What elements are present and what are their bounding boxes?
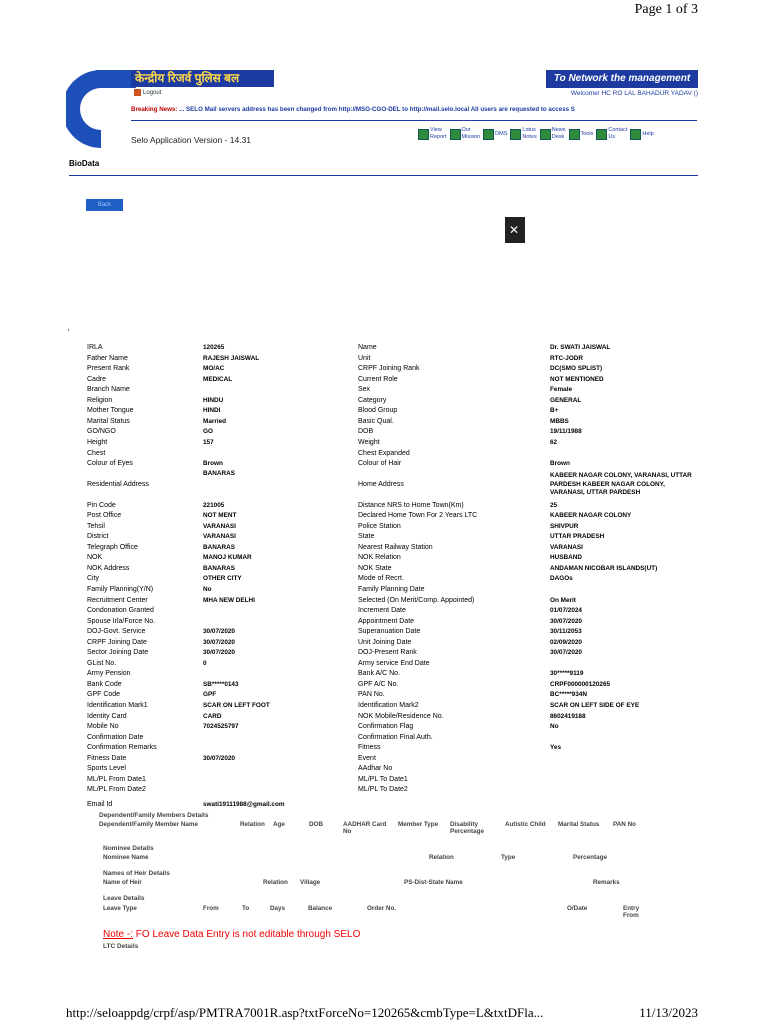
field-label: Chest Expanded <box>358 449 410 457</box>
field-label: ML/PL From Date2 <box>87 786 146 794</box>
field-label: Mode of Recrt. <box>358 575 404 583</box>
field-value: SCAR ON LEFT FOOT <box>203 702 270 710</box>
back-button[interactable]: Back <box>86 199 123 211</box>
top-menu <box>418 123 699 145</box>
field-label: Colour of Eyes <box>87 460 133 468</box>
dep-col-disability: Disability Percentage <box>450 821 484 835</box>
field-label: Confirmation Flag <box>358 723 414 731</box>
field-label: Identification Mark1 <box>87 702 148 710</box>
field-value: SHIVPUR <box>550 522 579 530</box>
nom-col-relation: Relation <box>429 854 454 861</box>
biodata-row <box>87 354 702 365</box>
menu-item-label: Us <box>608 134 616 140</box>
title-divider <box>69 175 698 176</box>
biodata-row <box>87 775 702 786</box>
nominee-title: Nominee Details <box>103 845 154 852</box>
field-label: Selected (On Merit/Comp. Appointed) <box>358 596 475 604</box>
field-label: Confirmation Remarks <box>87 744 157 752</box>
menu-item-tools[interactable] <box>569 123 594 145</box>
menu-item-dms[interactable] <box>483 123 507 145</box>
note-prefix: Note -: <box>103 929 134 940</box>
biodata-row <box>87 712 702 723</box>
breaking-news <box>131 106 697 113</box>
field-value: OTHER CITY <box>203 575 242 583</box>
field-label: GList No. <box>87 659 117 667</box>
field-label: Appointment Date <box>358 617 415 625</box>
field-label: Weight <box>358 438 380 446</box>
menu-item-top-label: Lotus <box>522 127 536 133</box>
field-label: Post Office <box>87 512 122 520</box>
biodata-row <box>87 501 702 512</box>
field-value: NOT MENTIONED <box>550 375 604 383</box>
footer-url: http://seloappdg/crpf/asp/PMTRA7001R.asp?txtForceNo=120265&cmbType=L&txtDFla... <box>66 1005 544 1020</box>
menu-item-label: Tools <box>580 130 594 137</box>
nom-col-name: Nominee Name <box>103 854 149 861</box>
biodata-row <box>87 385 702 396</box>
field-value: KABEER NAGAR COLONY, VARANASI, UTTAR PARDESH KABEER NAGAR COLONY, VARANASI, UTTAR PARDESH <box>550 472 692 497</box>
leave-col-days: Days <box>270 905 286 912</box>
field-label: Army Pension <box>87 670 131 678</box>
menu-item-label: Mission <box>461 134 481 140</box>
menu-item-top-label: Contact <box>608 127 628 133</box>
field-label: Colour of Hair <box>358 460 402 468</box>
field-label: Increment Date <box>358 607 406 615</box>
biodata-row <box>87 459 702 470</box>
menu-item-label: Report <box>430 134 447 140</box>
news-icon <box>540 129 551 140</box>
field-value: BANARAS <box>203 469 235 477</box>
field-label: Cadre <box>87 375 107 383</box>
field-value: GPF <box>203 691 217 699</box>
field-label: Declared Home Town For 2 Years LTC <box>358 512 478 520</box>
broken-photo-icon <box>505 217 525 243</box>
biodata-table <box>87 343 702 810</box>
field-value: DC(SMO SPLIST) <box>550 365 603 373</box>
dep-col-dob: DOB <box>309 821 323 828</box>
field-value: DAGOs <box>550 575 573 583</box>
biodata-row <box>87 733 702 744</box>
report-icon <box>418 129 429 140</box>
menu-item-label: Desk <box>551 134 565 140</box>
menu-item-label: Notes <box>522 134 537 140</box>
field-value: MBBS <box>550 417 569 425</box>
field-value: HINDI <box>203 407 221 415</box>
field-value: MHA NEW DELHI <box>203 596 255 604</box>
field-value: HUSBAND <box>550 554 582 562</box>
leave-title: Leave Details <box>103 895 145 902</box>
field-label: Height <box>87 438 108 446</box>
heir-col-ps-dist-state: PS-Dist-State Name <box>404 879 463 886</box>
biodata-row <box>87 800 702 811</box>
field-label: GO/NGO <box>87 428 116 436</box>
field-value: UTTAR PRADESH <box>550 533 605 541</box>
field-value: BANARAS <box>203 543 235 551</box>
ltc-title: LTC Details <box>103 943 139 950</box>
field-label: Residential Address <box>87 480 149 488</box>
biodata-row <box>87 511 702 522</box>
field-label: Fitness <box>358 744 381 752</box>
field-label: NOK State <box>358 564 392 572</box>
biodata-row <box>87 574 702 585</box>
field-label: Spouse Irla/Force No. <box>87 617 156 625</box>
field-value: BC*****934N <box>550 691 587 699</box>
field-value: MANOJ KUMAR <box>203 554 252 562</box>
field-value: No <box>203 586 212 593</box>
leave-col-entry-from: Entry From <box>623 905 640 919</box>
field-label: Branch Name <box>87 386 130 394</box>
biodata-row <box>87 532 702 543</box>
field-label: Identification Mark2 <box>358 702 419 710</box>
biodata-row <box>87 638 702 649</box>
field-value: 7024525797 <box>203 723 239 731</box>
biodata-row <box>87 627 702 638</box>
biodata-row <box>87 438 702 449</box>
contact-icon <box>596 129 607 140</box>
news-text: ... SELO Mail servers address has been changed from http://MSG-CGO-DEL to http://mail.selo.local All users are requested to access S <box>179 106 575 113</box>
menu-item-desk[interactable] <box>540 123 566 145</box>
mission-icon <box>450 129 461 140</box>
field-value: Married <box>203 417 227 425</box>
biodata-row <box>87 659 702 670</box>
logout-link[interactable] <box>134 89 161 96</box>
leave-note <box>103 929 360 940</box>
field-label: Mobile No <box>87 723 119 731</box>
field-value: SCAR ON LEFT SIDE OF EYE <box>550 702 640 710</box>
field-label: DOJ-Present Rank <box>358 649 417 657</box>
dep-col-autistic: Autistic Child <box>505 821 546 828</box>
field-value: CARD <box>203 712 222 720</box>
field-label: Confirmation Date <box>87 733 144 741</box>
heir-col-village: Village <box>300 879 321 886</box>
field-label: State <box>358 533 375 541</box>
field-value: MO/AC <box>203 365 225 373</box>
field-value: BANARAS <box>203 564 235 572</box>
field-label: Unit <box>358 354 371 362</box>
biodata-row <box>87 690 702 701</box>
biodata-row <box>87 754 702 765</box>
dep-col-aadhar: AADHAR Card No <box>343 821 387 835</box>
biodata-row <box>87 364 702 375</box>
nom-col-type: Type <box>501 854 516 861</box>
field-label: Bank A/C No. <box>358 670 401 678</box>
field-value: KABEER NAGAR COLONY <box>550 512 632 520</box>
crpf-logo <box>66 68 136 150</box>
field-label: Telegraph Office <box>87 543 138 551</box>
menu-item-top-label: News <box>551 127 566 133</box>
biodata-row <box>87 722 702 733</box>
field-label: Religion <box>87 396 113 404</box>
field-label: ML/PL To Date1 <box>358 775 408 783</box>
field-label: NOK Relation <box>358 554 401 562</box>
biodata-row <box>87 417 702 428</box>
menu-item-top-label: Our <box>461 127 471 133</box>
field-label: Recruitment Center <box>87 596 148 604</box>
biodata-row <box>87 470 702 501</box>
field-value: Dr. SWATI JAISWAL <box>550 344 611 352</box>
field-label: Home Address <box>358 480 404 488</box>
field-label: GPF A/C No. <box>358 680 399 688</box>
field-value: 30/07/2020 <box>550 649 582 657</box>
heir-col-remarks: Remarks <box>593 879 620 886</box>
field-label: Email Id <box>87 800 113 808</box>
field-label: ML/PL To Date2 <box>358 786 408 794</box>
help-icon <box>630 129 641 140</box>
biodata-row <box>87 375 702 386</box>
footer-date: 11/13/2023 <box>639 1005 698 1020</box>
biodata-row <box>87 585 702 596</box>
menu-item-top-label: View <box>430 127 442 133</box>
bullet-mark: ' <box>68 328 70 337</box>
field-value: Brown <box>203 460 223 468</box>
field-label: Pin Code <box>87 501 116 509</box>
biodata-row <box>87 743 702 754</box>
field-value: VARANASI <box>550 543 583 551</box>
field-value: On Merit <box>550 596 576 604</box>
field-value: RTC-JODR <box>550 354 584 362</box>
header-divider <box>131 120 697 121</box>
page-title: BioData <box>69 159 100 168</box>
field-value: Female <box>550 386 573 394</box>
field-label: PAN No. <box>358 691 385 699</box>
leave-col-to: To <box>242 905 250 912</box>
field-label: Confirmation Final Auth. <box>358 733 433 741</box>
field-label: NOK Mobile/Residence No. <box>358 712 444 720</box>
field-value: GO <box>203 428 213 436</box>
leave-col-order-no: Order No. <box>367 905 397 912</box>
dep-col-member-type: Member Type <box>398 821 439 828</box>
field-label: GPF Code <box>87 691 121 699</box>
biodata-row <box>87 648 702 659</box>
field-value: CRPF000000120265 <box>550 680 611 688</box>
biodata-row <box>87 553 702 564</box>
biodata-row <box>87 396 702 407</box>
heir-col-name: Name of Heir <box>103 879 142 886</box>
welcome-text: Welcome! HC RO LAL BAHADUR YADAV () <box>570 90 698 97</box>
menu-item-mission[interactable] <box>450 123 481 145</box>
field-label: Condonation Granted <box>87 607 154 615</box>
field-value: 19/11/1988 <box>550 428 582 436</box>
field-label: Army service End Date <box>358 659 430 667</box>
field-label: NOK <box>87 554 103 562</box>
biodata-row <box>87 617 702 628</box>
field-value: VARANASI <box>203 522 236 530</box>
field-label: DOJ-Govt. Service <box>87 628 146 636</box>
hindi-title: केन्द्रीय रिजर्व पुलिस बल <box>131 70 274 87</box>
heirs-title: Names of Heir Details <box>103 870 170 877</box>
leave-col-odate: O/Date <box>567 905 588 912</box>
field-label: Bank Code <box>87 680 122 688</box>
tagline-banner: To Network the management <box>546 70 698 88</box>
field-label: District <box>87 533 109 541</box>
field-label: DOB <box>358 428 374 436</box>
biodata-row <box>87 595 702 606</box>
field-value: 30/11/2053 <box>550 628 582 636</box>
field-value: 01/07/2024 <box>550 607 582 615</box>
field-value: NOT MENT <box>203 512 237 520</box>
field-label: Unit Joining Date <box>358 638 412 646</box>
leave-col-from: From <box>203 905 219 912</box>
field-value: 30*****9119 <box>550 670 584 678</box>
field-label: Mother Tongue <box>87 407 134 415</box>
field-label: Distance NRS to Home Town(Km) <box>358 501 464 509</box>
field-label: Tehsil <box>87 522 105 530</box>
page-number: Page 1 of 3 <box>634 2 698 17</box>
field-value: No <box>550 723 559 731</box>
field-value: 02/09/2020 <box>550 638 582 646</box>
field-value: B+ <box>550 407 559 415</box>
field-label: Police Station <box>358 522 401 530</box>
biodata-row <box>87 448 702 459</box>
field-value: 25 <box>550 501 558 509</box>
dms-icon <box>483 129 494 140</box>
field-value: 157 <box>203 438 214 446</box>
menu-item-notes[interactable] <box>510 123 536 145</box>
field-label: Nearest Railway Station <box>358 543 433 551</box>
field-label: Family Planning(Y/N) <box>87 586 154 593</box>
tools-icon <box>569 129 580 140</box>
note-text: FO Leave Data Entry is not editable through SELO <box>133 929 361 940</box>
field-value: MEDICAL <box>203 375 233 383</box>
logout-icon <box>134 89 141 96</box>
field-value: 221005 <box>203 501 225 509</box>
biodata-row <box>87 701 702 712</box>
heir-col-relation: Relation <box>263 879 288 886</box>
field-label: City <box>87 575 100 583</box>
biodata-row <box>87 764 702 775</box>
field-label: Fitness Date <box>87 754 127 762</box>
field-value: 30/07/2020 <box>203 649 235 657</box>
field-label: CRPF Joining Date <box>87 638 147 646</box>
field-value: Brown <box>550 460 570 468</box>
biodata-row <box>87 427 702 438</box>
field-label: Sex <box>358 386 371 394</box>
field-label: NOK Address <box>87 564 130 572</box>
biodata-row <box>87 406 702 417</box>
field-value: 30/07/2020 <box>203 628 235 636</box>
field-value: 30/07/2020 <box>550 617 582 625</box>
field-label: Blood Group <box>358 407 398 415</box>
nom-col-percentage: Percentage <box>573 854 607 861</box>
biodata-row <box>87 785 702 796</box>
logout-label: Logout <box>143 89 162 96</box>
field-value: RAJESH JAISWAL <box>203 354 260 362</box>
field-label: CRPF Joining Rank <box>358 365 420 373</box>
field-value: VARANASI <box>203 533 236 541</box>
field-label: IRLA <box>87 344 103 352</box>
app-version: Selo Application Version - 14.31 <box>131 135 252 145</box>
field-value: 30/07/2020 <box>203 638 235 646</box>
biodata-row <box>87 543 702 554</box>
field-label: Basic Qual. <box>358 417 394 425</box>
biodata-row <box>87 522 702 533</box>
field-value: 0 <box>203 659 207 667</box>
field-label: Sports Level <box>87 765 126 773</box>
menu-item-help[interactable] <box>630 123 653 145</box>
menu-item-us[interactable] <box>596 123 627 145</box>
field-value: swati19111988@gmail.com <box>203 800 285 808</box>
biodata-row <box>87 606 702 617</box>
field-label: Present Rank <box>87 365 130 373</box>
news-label: Breaking News: <box>131 106 178 113</box>
field-label: Chest <box>87 449 106 457</box>
field-value: ANDAMAN NICOBAR ISLANDS(UT) <box>550 564 658 572</box>
dep-col-name: Dependent/Family Member Name <box>99 821 199 828</box>
menu-item-label: Help <box>642 130 654 137</box>
field-label: Family Planning Date <box>358 586 425 593</box>
field-label: Identity Card <box>87 712 127 720</box>
biodata-row <box>87 343 702 354</box>
leave-col-type: Leave Type <box>103 905 137 912</box>
field-value: Yes <box>550 744 562 752</box>
field-label: Marital Status <box>87 417 130 425</box>
biodata-row <box>87 564 702 575</box>
field-value: SB*****0143 <box>203 680 239 688</box>
field-value: 120265 <box>203 344 225 352</box>
field-value: 8602419188 <box>550 712 586 720</box>
field-label: Superanuation Date <box>358 628 421 636</box>
biodata-row <box>87 669 702 680</box>
biodata-row <box>87 680 702 691</box>
leave-col-balance: Balance <box>308 905 333 912</box>
field-label: Name <box>358 344 377 352</box>
field-label: AAdhar No <box>358 765 393 773</box>
field-label: Event <box>358 754 376 762</box>
menu-item-label: DMS <box>495 130 508 137</box>
notes-icon <box>510 129 521 140</box>
field-value: GENERAL <box>550 396 582 404</box>
field-label: Category <box>358 396 387 404</box>
menu-item-report[interactable] <box>418 123 447 145</box>
field-label: Sector Joining Date <box>87 649 149 657</box>
dep-col-relation: Relation <box>240 821 265 828</box>
field-value: HINDU <box>203 396 224 404</box>
dep-col-marital: Marital Status <box>558 821 600 828</box>
field-value: 30/07/2020 <box>203 754 235 762</box>
field-value: 62 <box>550 438 558 446</box>
dependents-title: Dependent/Family Members Details <box>99 812 209 819</box>
field-label: Father Name <box>87 354 128 362</box>
dep-col-pan: PAN No <box>613 821 636 828</box>
field-label: ML/PL From Date1 <box>87 775 146 783</box>
dep-col-age: Age <box>273 821 285 828</box>
field-label: Current Role <box>358 375 398 383</box>
